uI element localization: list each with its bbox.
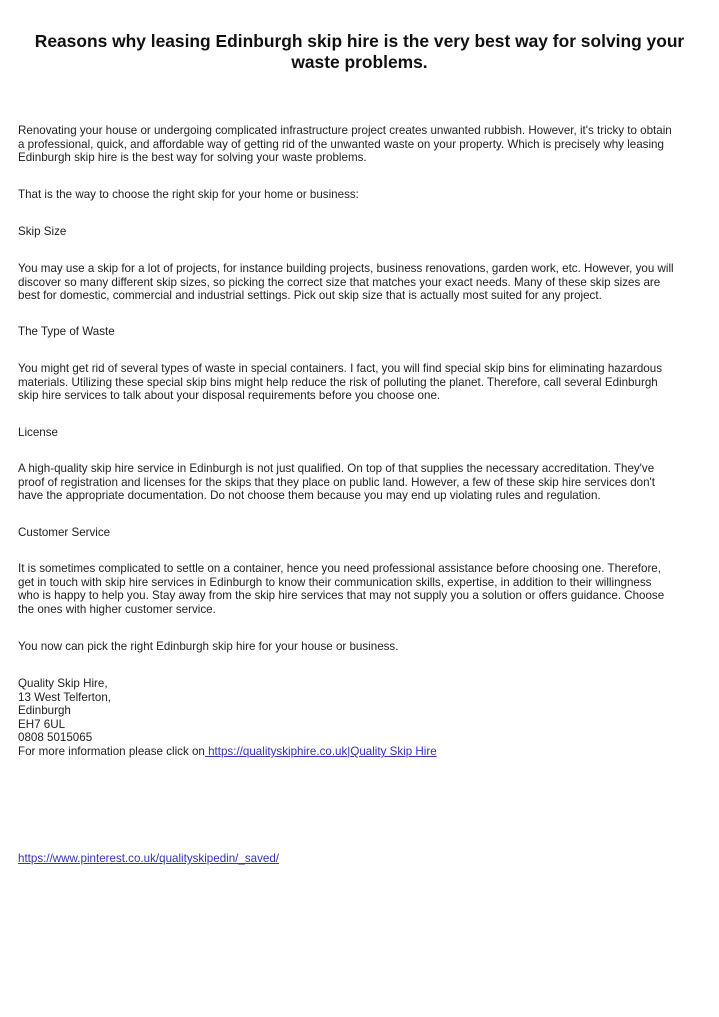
section-heading-skip-size: Skip Size: [18, 225, 67, 238]
body-line: materials. Utilizing these special skip bins might help reduce the risk of polluting the planet. Therefore, call several Edinburgh: [18, 375, 658, 389]
body-line: A high-quality skip hire service in Edinburgh is not just qualified. On top of that supplies the necessary accreditation. They've: [18, 462, 655, 475]
section-body-skip-size: [18, 262, 708, 303]
website-name-link[interactable]: Quality Skip Hire: [350, 744, 437, 758]
body-line: You might get rid of several types of waste in special containers. I fact, you will find special skip bins for eliminating hazardous: [18, 362, 662, 375]
body-line: who is happy to help you. Stay away from the skip hire services that may not supply you a solution or offers guidance. Choose: [18, 589, 665, 603]
section-heading-license: License: [18, 426, 58, 439]
lead-in-text: That is the way to choose the right skip for your home or business:: [18, 188, 359, 201]
contact-address: [18, 677, 708, 759]
body-line: have the appropriate documentation. Do not choose them because you may end up violating rules and regulation.: [18, 489, 601, 503]
more-info-prefix: For more information please click on: [18, 744, 205, 758]
pinterest-link[interactable]: https://www.pinterest.co.uk/qualityskipedin/_saved/: [18, 852, 279, 865]
closing-text: You now can pick the right Edinburgh skip hire for your house or business.: [18, 640, 399, 653]
body-line: You may use a skip for a lot of projects, for instance building projects, business renovations, garden work, etc. However, you will: [18, 262, 674, 275]
section-body-type-of-waste: [18, 362, 708, 403]
intro-line: Edinburgh skip hire is the best way for solving your waste problems.: [18, 151, 367, 165]
link-separator: |: [347, 744, 351, 758]
intro-line: Renovating your house or undergoing complicated infrastructure project creates unwanted rubbish. However, it's tricky to obtain: [18, 124, 672, 137]
section-heading-type-of-waste: The Type of Waste: [18, 325, 115, 338]
street-address: 13 West Telferton,: [18, 690, 112, 704]
pinterest-line: [18, 852, 708, 866]
document-title: Reasons why leasing Edinburgh skip hire is the very best way for solving your waste problems.: [34, 31, 685, 72]
intro-line: a professional, quick, and affordable way of getting rid of the unwanted waste on your property. Which is precisely why leasing: [18, 137, 664, 151]
body-line: best for domestic, commercial and industrial settings. Pick out skip size that is actually most suited for any project.: [18, 289, 602, 303]
body-line: skip hire services to talk about your disposal requirements before you choose one.: [18, 389, 441, 403]
postcode: EH7 6UL: [18, 717, 66, 731]
body-line: It is sometimes complicated to settle on a container, hence you need professional assistance before choosing one. Therefore,: [18, 562, 661, 575]
company-name: Quality Skip Hire,: [18, 677, 108, 690]
city: Edinburgh: [18, 704, 71, 718]
body-line: proof of registration and licenses for the skips that they place on public land. However, a few of these skip hire services don't: [18, 475, 655, 489]
website-url-link[interactable]: https://qualityskiphire.co.uk: [204, 744, 348, 758]
phone-number: 0808 5015065: [18, 731, 93, 745]
body-line: discover so many different skip sizes, so picking the correct size that matches your exact needs. Many of these skip sizes are: [18, 275, 661, 289]
section-heading-customer-service: Customer Service: [18, 526, 111, 539]
body-line: get in touch with skip hire services in Edinburgh to know their communication skills, expertise, in addition to their willingness: [18, 575, 652, 589]
section-body-license: [18, 462, 708, 503]
body-line: the ones with higher customer service.: [18, 602, 216, 616]
section-body-customer-service: [18, 562, 708, 616]
more-info-line: [18, 745, 708, 759]
intro-paragraph: [18, 124, 708, 165]
